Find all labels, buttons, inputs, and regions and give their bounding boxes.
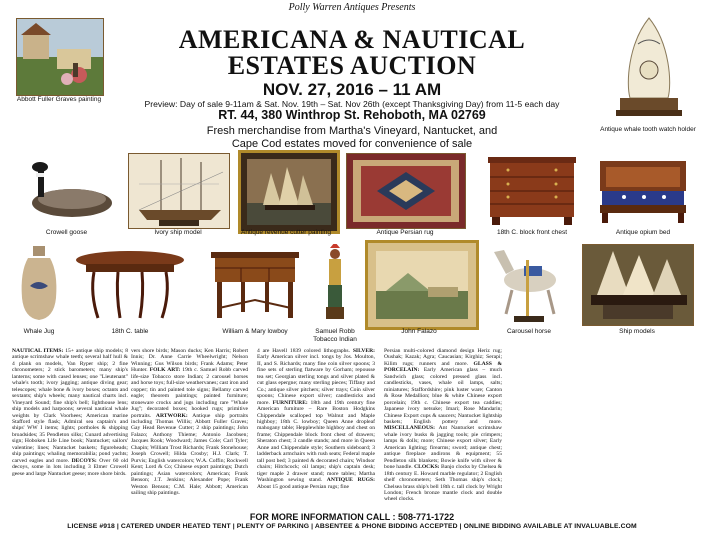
- crowell-goose-photo: [16, 153, 117, 227]
- graves-painting-photo: [16, 18, 104, 96]
- ivory-ship-model-photo: [128, 153, 230, 229]
- text-column-3: [257, 348, 375, 511]
- lowboy-photo: [205, 244, 305, 324]
- text-artwork-cont: 4 are Havell 1839 colored lithographs.: [257, 348, 351, 354]
- caption-ivory-ship-model: Ivory ship model: [154, 229, 202, 236]
- caption-revenue-cutter-painting: Antique revenue cutter painting: [241, 229, 331, 236]
- revenue-cutter-painting-photo: [238, 150, 340, 234]
- auction-address: RT. 44, 380 Winthrop St. Rehoboth, MA 02769: [218, 108, 486, 122]
- presents-line: Polly Warren Antiques Presents: [288, 2, 416, 13]
- heading-clocks: CLOCKS:: [414, 464, 440, 471]
- caption-persian-rug: Antique Persian rug: [376, 229, 434, 236]
- heading-miscellaneous: MISCELLANEOUS:: [384, 425, 435, 432]
- text-rugs-cont: Persian multi-colored diamond design Heriz rug; Oushak; Kazak; Agra; Caucasian; Kirghiz; Serapi; Kilim rugs; runners and more.: [384, 348, 502, 367]
- caption-eighteenth-c-table: 18th C. table: [111, 328, 149, 335]
- caption-block-front-chest: 18th C. block front chest: [496, 229, 568, 236]
- carousel-horse-photo: [484, 244, 574, 324]
- text-silver: Early American silver incl. tongs by Jos. Moulton, II, and S. Richards; many fine coin silver spoons; 3 fine sets of sterling flatware by Gorham; repousse tea set; Georgian sterling tongs and silver plated & cut glass epergne; many sterling pieces; Tiffany and Co.; antique silver pitchers; silver trays; Coin silver spoons; Chinese export silver; candlesticks and more.: [257, 354, 375, 406]
- fresh-merchandise-note: [180, 125, 524, 150]
- heading-nautical-items: NAUTICAL ITEMS:: [12, 348, 64, 354]
- caption-ship-models: Ship models: [619, 328, 655, 335]
- caption-carousel-horse: Carousel horse: [506, 328, 552, 335]
- more-info-phone: FOR MORE INFORMATION CALL : 508-771-1722: [249, 512, 455, 522]
- caption-graves-painting: Abbott Fuller Graves painting: [16, 96, 102, 103]
- heading-furniture: FURNITURE:: [272, 399, 308, 406]
- heading-antique-rugs: ANTIQUE RUGS:: [326, 477, 375, 484]
- caption-lowboy: William & Mary lowboy: [222, 328, 288, 335]
- heading-glass-porcelain: GLASS & PORCELAIN:: [384, 360, 502, 374]
- text-clocks: Banjo clocks by Chelsea & 18th century E. Howard marble regulator; 2 English shelf chronometers; Seth Thomas ship's clock; Chelsea brass ship's bell 18th c. tall clock by Wright London; French bronze mantle clock and double wheel clocks.: [384, 464, 502, 503]
- text-column-4: [384, 348, 502, 511]
- caption-watch-holder: Antique whale tooth watch holder: [600, 126, 696, 133]
- footer-bar: LICENSE #918 | CATERED UNDER HEATED TENT | PLENTY OF PARKING | ABSENTEE & PHONE BIDDING ACCEPTED | ONLINE BIDDING AVAILABLE AT INVALUABLE.COM: [67, 523, 637, 530]
- block-front-chest-photo: [478, 153, 586, 227]
- text-furniture: 18th and 19th century fine American furniture – Rare Boston Hodgkins Chippendale scalloped top Walnut and Maple highboy; 18th C. lowboy; Queen Anne dropleaf mahogany table; Hepplewhite highboy and chest on frame; Chippendale block front chest of drawers; Sheraton chest; 3 candle stands; and more in Queen Anne and Chippendale style; Southern sideboard; 3 ladderback armchairs with rush seats; Federal maple tall post bed; 3 painted & decorated chairs; Windsor chairs; Hitchcock; oil lamps; ship's captain desk; tiger maple 2 drawer stand; more tables; Martha Washington sewing stand.: [257, 399, 375, 484]
- fresh-line-2: Cape Cod estates moved for convenience of sale: [231, 137, 473, 150]
- preview-times: Preview: Day of sale 9-11am & Sat. Nov. 19th – Sat. Nov 26th (except Thanksgiving Day) from 11-5 each day: [144, 99, 560, 109]
- heading-artwork: ARTWORK:: [155, 412, 188, 419]
- auction-title-line2: ESTATES AUCTION: [227, 51, 477, 80]
- caption-crowell-goose: Crowell goose: [45, 229, 88, 236]
- eighteenth-c-table-photo: [72, 248, 188, 324]
- text-artwork: Antique ship portraits including Thomas Willis; Abbott Fuller Graves; Gay Head Revenue Cutter; 2 ship paintings; John Falazo; Anthony Thieme; Antonio Jacobsen; Jacques Rook; Woodward; James Cole; Carl Tyler; Chapin; William Trost Richards; Frank Stonehouse; Joseph Crowell; Hilda Crosby; H.J. Clark; T. Purvis; English watercolors; W.A. Coffin; Rockwell Kent; Lord & Co; Chinese export paintings; Dutch paintings; Asian watercolors; American; Frank Benson; J.T. Jenkins; Alexander Pope; Frank Weston Benson; C.M. Hale; Abbott; American sailing ship paintings.: [131, 412, 248, 496]
- text-decoys: Over 60 old decoys, some in lots including 3 Elmer Crowell geese and large Nantucket geese; more shore birds.: [12, 457, 128, 477]
- text-decoys-cont: vers shore birds; Mason ducks; Ken Harris; Robert Innis; Dr. Anne Carrie Wheelwright; Nelson Winning; Gus Wilson birds; Frank Adams; Peter Hunter.: [131, 348, 248, 374]
- auction-title-line1: AMERICANA & NAUTICAL: [178, 25, 526, 54]
- text-folk-art: 19th c. Samuel Robb carved life-size Tobacco store Indian; 2 carousel horses and horse toys; full-size weathervanes; cast iron and copper; tin and painted tole signs; Bellamy carved eagle; theorem paintings; painted furniture; stoneware crocks and jugs including rare "Whale Jug"; decorated boxes; hooked rugs; primitive portraits.: [131, 367, 248, 419]
- text-glass-porcelain: Early American glass – much Sandwich glass; colored pressed glass incl. candlesticks, vases, whale oil lamps, salts; miniatures; Staffordshire; pink luster ware; Canton & Rose Medallion; blue & white Chinese export porcelain; 19th c. Chinese export tea caddies; Japanese ivory netsuke; Imari; Rose Mandarin; Chinese Export cups & saucers; Nantucket lightship baskets; English pottery and more.: [384, 367, 502, 425]
- caption-falazo-painting: John Falazo: [401, 328, 437, 335]
- watch-holder-photo: [608, 14, 690, 120]
- falazo-painting-photo: [365, 240, 479, 330]
- ship-models-photo: [582, 244, 694, 326]
- text-antique-rugs: About 15 good antique Persian rugs; fine: [257, 483, 349, 490]
- fresh-line-1: Fresh merchandise from Martha's Vineyard, Nantucket, and: [206, 125, 498, 137]
- text-column-1: [12, 348, 128, 511]
- text-nautical-items: 15+ antique ship models; 8 antique scrimshaw whale teeth; several half hull & 4 plank on models, Van Ryper ship; 2 fine chronometers; 2 stick barometers; many ship's lanterns; some with cased lenses; one "Lieutenant" whale's tooth; ivory jagging; antique diving gear; telescopes; whale bone & ivory boxes; octants and sextants; ship's wheels; many nautical charts incl. Vineyard Sound; fine ship's bell; lighthouse lens; ship models and harpoons; several nautical whale weights by Clark Voorhees; American marine Stafford style flask; Admiral sea captain's and ships' WW I items; lights; portholes & shipping broadsides; 35 Pendleton silks; Cunard advertising sign; Hoboken Life Line book; Nantucket; sailors' valentine; lines; Nantucket baskets; figureheads; ship paintings; whaling memorabilia; pond yachts; carved eagles and more.: [12, 348, 128, 464]
- heading-decoys: DECOYS:: [71, 457, 97, 464]
- opium-bed-photo: [594, 153, 692, 227]
- text-miscellaneous: Ant Nantucket scrimshaw whale ivory busks & jagging tools; pie crimpers; lamps & dolls; more; Chinese export silver; Early American lighting; firearms; sword; antique chest; antique fireplace andirons & equipment; 55 Pendleton silk blankets; Bowie knife with silver & bone handle.: [384, 425, 502, 471]
- tobacco-indian-photo: [320, 244, 350, 324]
- heading-folk-art: FOLK ART:: [149, 367, 181, 374]
- heading-silver: SILVER:: [352, 348, 375, 354]
- whale-jug-photo: [16, 242, 62, 324]
- auction-date: NOV. 27, 2016 – 11 AM: [262, 80, 442, 99]
- caption-tobacco-indian: Samuel Robb Tobacco Indian: [313, 328, 357, 343]
- persian-rug-photo: [346, 153, 466, 229]
- text-column-2: [131, 348, 248, 511]
- caption-whale-jug: Whale Jug: [23, 328, 55, 335]
- caption-opium-bed: Antique opium bed: [615, 229, 671, 236]
